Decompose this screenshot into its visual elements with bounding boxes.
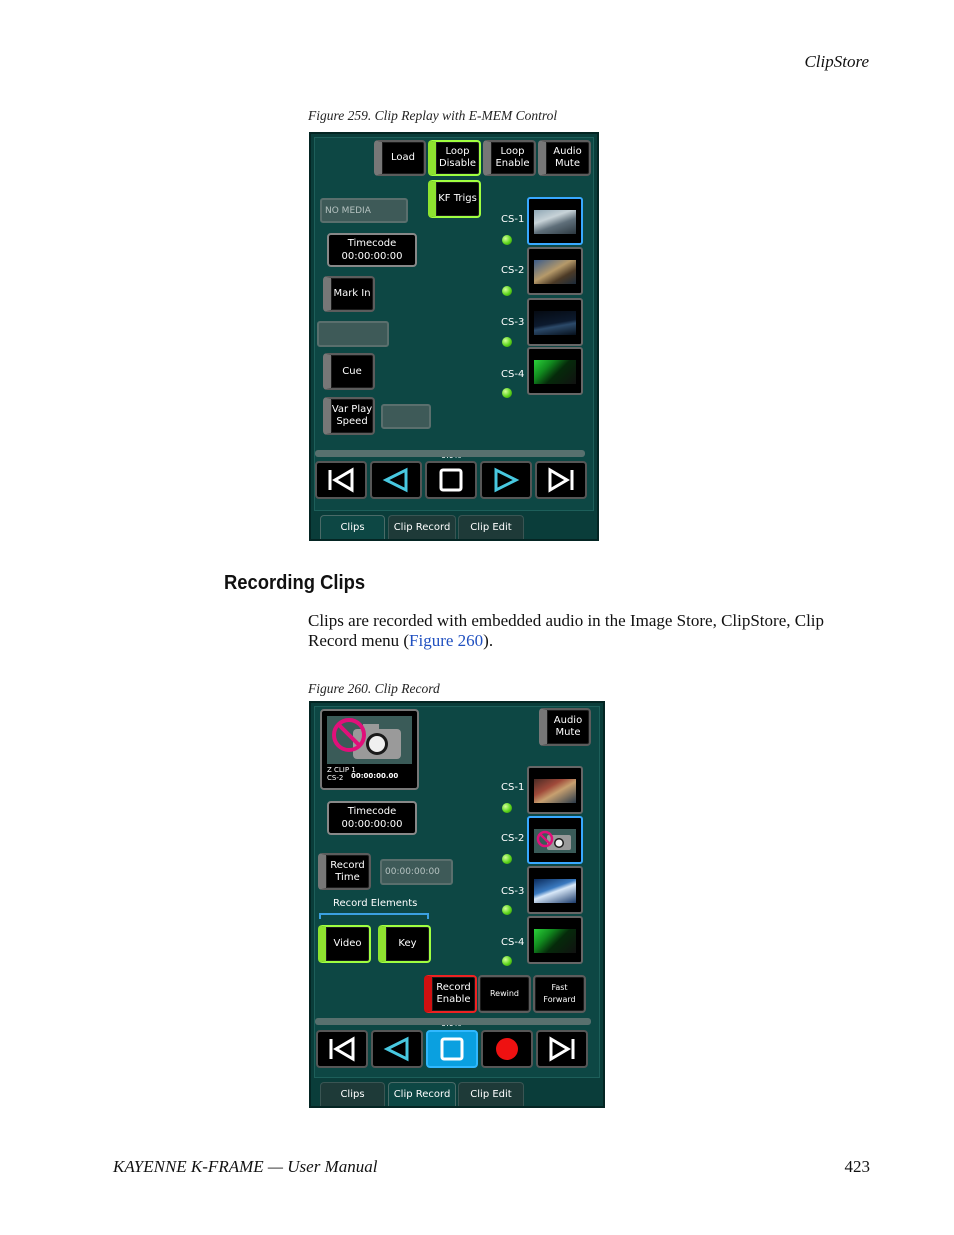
record-button[interactable] — [481, 1030, 533, 1068]
skip-end-icon — [547, 1036, 577, 1062]
status-led — [502, 803, 512, 813]
timecode-value: 00:00:00:00 — [341, 251, 403, 262]
progress-bar — [315, 1018, 591, 1025]
media-status-field: NO MEDIA — [320, 198, 408, 223]
status-led — [502, 235, 512, 245]
fast-forward-button[interactable]: Fast Forward — [533, 975, 586, 1013]
clip-image — [534, 260, 576, 284]
clip-thumbnail-cs3[interactable] — [527, 866, 583, 914]
tab-clip-record[interactable]: Clip Record — [388, 1082, 456, 1106]
preview-timecode: 00:00:00.00 — [351, 772, 399, 780]
footer-manual-title: KAYENNE K-FRAME — User Manual — [113, 1157, 378, 1176]
clip-thumbnail-cs1[interactable] — [527, 197, 583, 245]
key-toggle-button[interactable]: Key — [378, 925, 431, 963]
play-speed-field — [381, 404, 431, 429]
paragraph-text: Clips are recorded with embedded audio in the Image Store, ClipStore, Clip Record menu ( — [308, 611, 825, 650]
stop-button[interactable] — [425, 461, 477, 499]
figure-259-caption: Figure 259. Clip Replay with E-MEM Control — [308, 108, 558, 123]
channel-label: CS-3 — [501, 886, 525, 897]
tab-clips[interactable]: Clips — [320, 515, 385, 539]
status-led — [502, 388, 512, 398]
clip-image — [534, 360, 576, 384]
progress-bar — [315, 450, 585, 457]
skip-start-icon — [326, 467, 356, 493]
no-camera-icon — [327, 716, 412, 764]
tab-clips[interactable]: Clips — [320, 1082, 385, 1106]
mark-in-field — [317, 321, 389, 347]
timecode-display — [327, 801, 417, 835]
reverse-button[interactable] — [370, 461, 422, 499]
clip-thumbnail-cs2[interactable] — [527, 816, 583, 864]
tab-clip-edit[interactable]: Clip Edit — [458, 1082, 524, 1106]
clip-image — [534, 829, 576, 853]
go-to-end-button[interactable] — [535, 461, 587, 499]
go-to-start-button[interactable] — [315, 461, 367, 499]
video-toggle-button[interactable]: Video — [318, 925, 371, 963]
channel-label: CS-1 — [501, 782, 525, 793]
play-icon — [491, 467, 521, 493]
clip-thumbnail-cs1[interactable] — [527, 766, 583, 814]
stop-icon — [437, 1036, 467, 1062]
body-paragraph — [308, 611, 873, 651]
section-heading: Recording Clips — [224, 572, 366, 594]
record-elements-label: Record Elements — [333, 898, 418, 909]
audio-mute-button[interactable]: Audio Mute — [538, 140, 591, 176]
play-button[interactable] — [480, 461, 532, 499]
reverse-button[interactable] — [371, 1030, 423, 1068]
record-elements-bracket — [319, 913, 429, 919]
clip-thumbnail-cs4[interactable] — [527, 347, 583, 395]
status-led — [502, 854, 512, 864]
clip-thumbnail-cs2[interactable] — [527, 247, 583, 295]
figure-260-link[interactable]: Figure 260 — [409, 631, 484, 650]
rewind-button[interactable]: Rewind — [478, 975, 531, 1013]
paragraph-text-end: ). — [483, 631, 494, 650]
record-time-button[interactable]: Record Time — [318, 853, 371, 890]
channel-label: CS-2 — [501, 833, 525, 844]
audio-mute-button[interactable]: Audio Mute — [539, 708, 591, 746]
tab-clip-record[interactable]: Clip Record — [388, 515, 456, 539]
status-led — [502, 286, 512, 296]
record-time-field: 00:00:00:00 — [380, 859, 453, 885]
page-number: 423 — [844, 1157, 870, 1176]
play-reverse-icon — [382, 1036, 412, 1062]
no-camera-icon — [534, 829, 576, 853]
skip-start-icon — [327, 1036, 357, 1062]
kf-trigs-button[interactable]: KF Trigs — [428, 180, 481, 218]
record-dot-icon — [492, 1036, 522, 1062]
preview-image — [327, 716, 412, 764]
stop-icon — [436, 467, 466, 493]
load-button[interactable]: Load — [374, 140, 426, 176]
figure-260-caption: Figure 260. Clip Record — [308, 681, 440, 696]
record-preview — [320, 709, 419, 790]
cue-button[interactable]: Cue — [323, 353, 375, 390]
tab-clip-edit[interactable]: Clip Edit — [458, 515, 524, 539]
skip-end-icon — [546, 467, 576, 493]
channel-label: CS-1 — [501, 214, 525, 225]
mark-in-button[interactable]: Mark In — [323, 276, 375, 312]
clip-thumbnail-cs3[interactable] — [527, 298, 583, 346]
play-reverse-icon — [381, 467, 411, 493]
clip-image — [534, 311, 576, 335]
go-to-end-button[interactable] — [536, 1030, 588, 1068]
status-led — [502, 337, 512, 347]
clip-image — [534, 879, 576, 903]
channel-label: CS-3 — [501, 317, 525, 328]
loop-enable-button[interactable]: Loop Enable — [483, 140, 536, 176]
clip-replay-panel — [309, 132, 599, 541]
clip-image — [534, 779, 576, 803]
timecode-label: Timecode — [347, 238, 397, 249]
clip-thumbnail-cs4[interactable] — [527, 916, 583, 964]
preview-channel: CS-2 — [327, 774, 344, 782]
channel-label: CS-2 — [501, 265, 525, 276]
channel-label: CS-4 — [501, 369, 525, 380]
timecode-value: 00:00:00:00 — [341, 819, 403, 830]
record-enable-button[interactable]: Record Enable — [424, 975, 477, 1013]
clip-image — [534, 210, 576, 234]
go-to-start-button[interactable] — [316, 1030, 368, 1068]
status-led — [502, 956, 512, 966]
channel-label: CS-4 — [501, 937, 525, 948]
clip-record-panel — [309, 701, 605, 1108]
preview-clip-name: Z CLIP 1 — [327, 766, 356, 774]
timecode-display — [327, 233, 417, 267]
stop-button[interactable] — [426, 1030, 478, 1068]
timecode-label: Timecode — [347, 806, 397, 817]
status-led — [502, 905, 512, 915]
loop-disable-button[interactable]: Loop Disable — [428, 140, 481, 176]
var-play-speed-button[interactable]: Var Play Speed — [323, 397, 375, 435]
running-header: ClipStore — [804, 52, 869, 71]
clip-image — [534, 929, 576, 953]
